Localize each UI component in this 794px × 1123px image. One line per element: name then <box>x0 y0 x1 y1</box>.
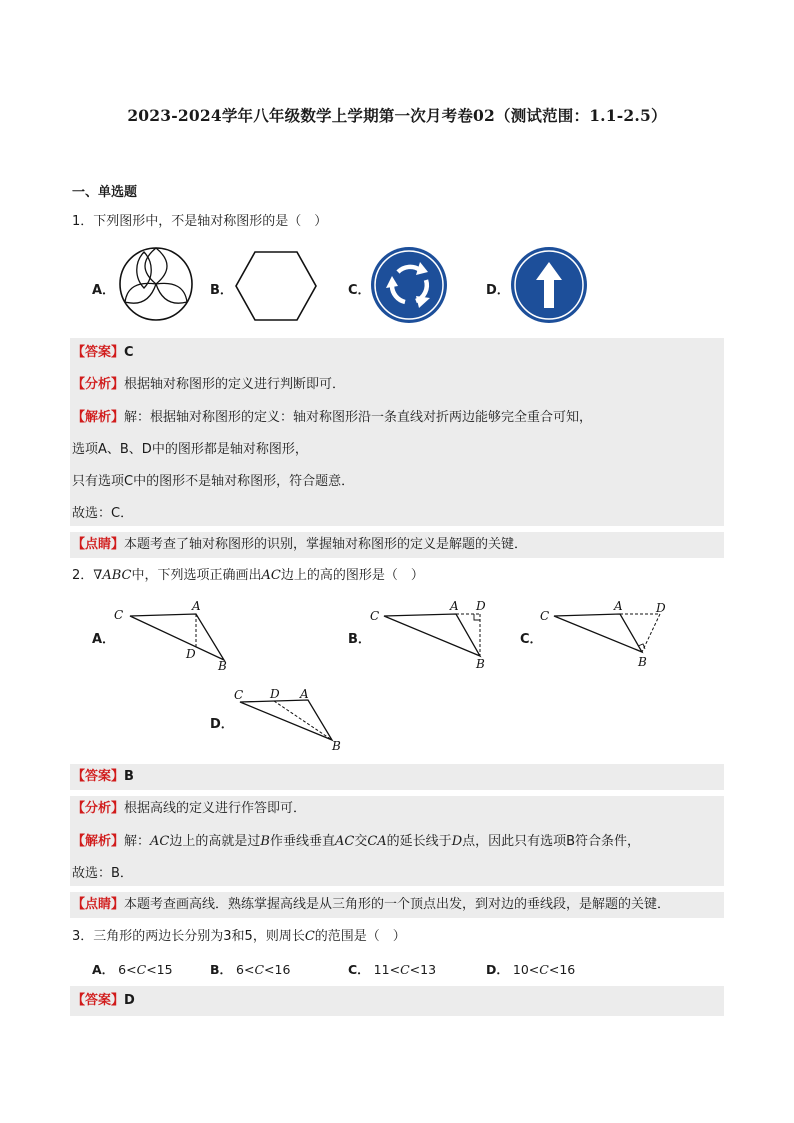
q2-solution-line-2: 故选：B． <box>72 866 133 881</box>
svg-text:A: A <box>450 599 459 613</box>
analysis-tag: 【分析】 <box>72 377 125 392</box>
q3-answer: 【答案】D <box>72 993 135 1008</box>
q1-comment <box>72 535 527 555</box>
roundabout-sign-icon <box>370 246 448 324</box>
q1-analysis <box>72 375 345 395</box>
svg-text:D: D <box>656 601 666 615</box>
q1-option-b-label: B． <box>210 283 233 298</box>
solution-text: 解：根据轴对称图形的定义：轴对称图形沿一条直线对折两边能够完全重合可知， <box>124 410 593 425</box>
q1-solution-line-2: 选项A、B、D中的图形都是轴对称图形， <box>72 442 308 457</box>
answer-value: C <box>124 345 134 360</box>
question-2-stem: 2．∇ABC中，下列选项正确画出AC边上的高的图形是（ ） <box>72 568 424 583</box>
q2-option-b-label: B． <box>348 632 371 647</box>
q2-solution-line-1: 【解析】解：AC边上的高就是过B作垂线垂直AC交CA的延长线于D点，因此只有选项B符合条件， <box>72 834 641 849</box>
q1-option-a-label: A． <box>92 283 116 298</box>
q1-solution-panel <box>70 338 724 526</box>
svg-text:B: B <box>638 655 647 669</box>
q1-answer <box>72 343 134 363</box>
svg-text:D: D <box>476 599 486 613</box>
q1-option-a-figure <box>118 246 194 322</box>
q2-analysis: 【分析】根据高线的定义进行作答即可． <box>72 801 307 816</box>
q1-solution-line-4: 故选：C． <box>72 506 134 521</box>
analysis-text: 根据轴对称图形的定义进行判断即可． <box>124 377 346 392</box>
label-b: B <box>218 659 227 672</box>
q2-answer: 【答案】B <box>72 769 134 784</box>
q3-answer-panel <box>70 986 724 1016</box>
answer-tag: 【答案】 <box>72 345 125 360</box>
comment-text: 本题考查了轴对称图形的识别，掌握轴对称图形的定义是解题的关键． <box>124 537 528 552</box>
comment-tag: 【点睛】 <box>72 537 125 552</box>
label-a: A <box>192 599 201 613</box>
q3-option-d: D． 10<C<16 <box>486 962 576 977</box>
q2-option-c-label: C． <box>520 632 543 647</box>
q2-answer-panel <box>70 764 724 790</box>
q3-option-b: B． 6<C<16 <box>210 962 291 977</box>
label-d: D <box>186 647 196 661</box>
q2-option-d-label: D． <box>210 717 234 732</box>
svg-text:A: A <box>614 599 623 613</box>
question-1-stem: 1．下列图形中，不是轴对称图形的是（ ） <box>72 214 328 229</box>
svg-text:C: C <box>370 609 380 623</box>
svg-text:B: B <box>332 739 341 753</box>
q3-option-c: C． 11<C<13 <box>348 962 437 977</box>
section-heading: 一、单选题 <box>72 185 138 200</box>
q2-option-a-figure <box>108 596 238 672</box>
page-title: 2023-2024学年八年级数学上学期第一次月考卷02（测试范围：1.1-2.5） <box>127 106 667 125</box>
q1-option-d-label: D． <box>486 283 510 298</box>
q3-option-a: A． 6<C<15 <box>92 962 173 977</box>
q2-option-b-figure <box>366 596 496 672</box>
solution-tag: 【解析】 <box>72 410 125 425</box>
question-3-stem: 3．三角形的两边长分别为3和5，则周长C的范围是（ ） <box>72 929 406 944</box>
svg-text:D: D <box>270 687 280 701</box>
svg-text:C: C <box>234 688 244 702</box>
q1-option-c-label: C． <box>348 283 371 298</box>
straight-arrow-sign-icon <box>510 246 588 324</box>
q1-solution-line-1 <box>72 408 592 428</box>
q2-option-c-figure <box>538 596 674 672</box>
q2-comment: 【点睛】本题考查画高线．熟练掌握高线是从三角形的一个顶点出发，到对边的垂线段，是解题的关键． <box>72 897 671 912</box>
svg-text:B: B <box>476 657 485 671</box>
label-c: C <box>114 608 124 622</box>
q1-option-b-figure <box>234 250 318 322</box>
svg-text:C: C <box>540 609 550 623</box>
q2-option-d-figure <box>228 684 350 756</box>
q1-solution-line-3: 只有选项C中的图形不是轴对称图形，符合题意． <box>72 474 355 489</box>
q2-option-a-label: A． <box>92 632 116 647</box>
triangle-symbol: ∇ABC <box>93 568 132 583</box>
svg-text:A: A <box>300 687 309 701</box>
